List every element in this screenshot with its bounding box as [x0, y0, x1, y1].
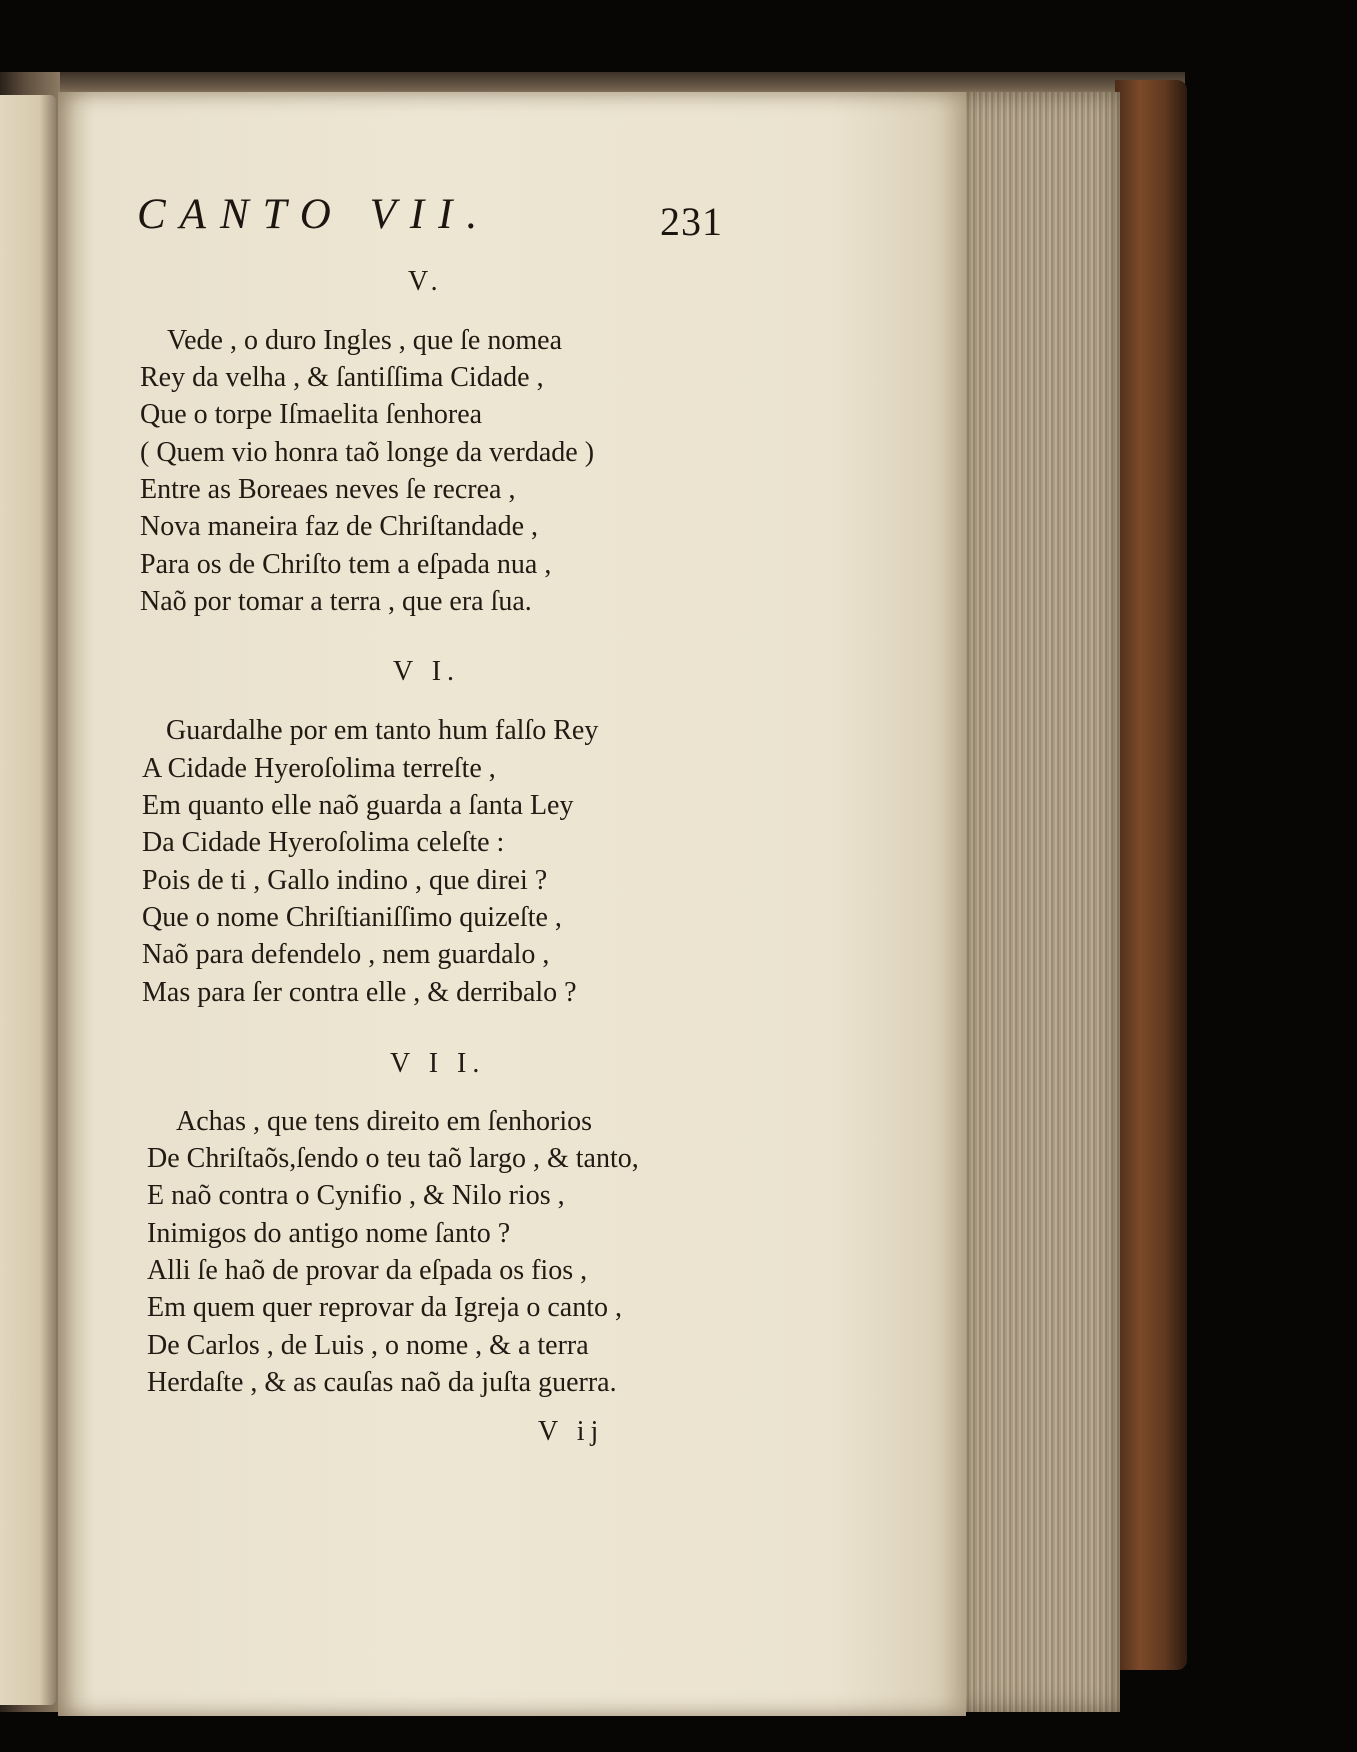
- page-number: 231: [660, 199, 723, 244]
- stanza-number: V I.: [393, 656, 461, 687]
- verse-line: Rey da velha , & ſantiſſima Cidade ,: [140, 362, 544, 393]
- verse-line: Inimigos do antigo nome ſanto ?: [147, 1218, 511, 1249]
- leather-cover: [1115, 80, 1187, 1670]
- verse-line: Em quanto elle naõ guarda a ſanta Ley: [142, 790, 574, 821]
- verse-line: Vede , o duro Ingles , que ſe nomea: [167, 325, 562, 356]
- verse-line: Da Cidade Hyeroſolima celeſte :: [142, 827, 505, 858]
- verse-line: Naõ para defendelo , nem guardalo ,: [142, 939, 550, 970]
- verse-line: Em quem quer reprovar da Igreja o canto ,: [147, 1292, 623, 1323]
- verse-line: A Cidade Hyeroſolima terreſte ,: [142, 753, 496, 784]
- stanza-number: V.: [408, 266, 444, 297]
- verse-line: Guardalhe por em tanto hum falſo Rey: [166, 715, 599, 746]
- verse-line: Nova maneira faz de Chriſtandade ,: [140, 511, 539, 542]
- verse-line: Pois de ti , Gallo indino , que direi ?: [142, 865, 548, 896]
- stanza-number: V I I.: [390, 1048, 486, 1079]
- verse-line: Herdaſte , & as cauſas naõ da juſta guerra.: [147, 1367, 617, 1398]
- facing-page-edge: [0, 95, 56, 1705]
- verse-line: Para os de Chriſto tem a eſpada nua ,: [140, 549, 552, 580]
- page-fore-edge: [958, 92, 1120, 1712]
- verse-line: Entre as Boreaes neves ſe recrea ,: [140, 474, 516, 505]
- verse-line: E naõ contra o Cynifio , & Nilo rios ,: [147, 1180, 565, 1211]
- running-title: CANTO VII.: [137, 191, 492, 238]
- verse-line: Achas , que tens direito em ſenhorios: [176, 1106, 593, 1137]
- verse-line: De Carlos , de Luis , o nome , & a terra: [147, 1330, 589, 1361]
- verse-line: De Chriſtaõs,ſendo o teu taõ largo , & tanto,: [147, 1143, 639, 1174]
- verse-line: Alli ſe haõ de provar da eſpada os fios ,: [147, 1255, 588, 1286]
- verse-line: Que o torpe Iſmaelita ſenhorea: [140, 399, 483, 430]
- verse-line: Mas para ſer contra elle , & derribalo ?: [142, 977, 577, 1008]
- verse-line: Naõ por tomar a terra , que era ſua.: [140, 586, 532, 617]
- verse-line: Que o nome Chriſtianiſſimo quizeſte ,: [142, 902, 562, 933]
- signature-mark: V ij: [538, 1416, 605, 1447]
- verse-line: ( Quem vio honra taõ longe da verdade ): [140, 437, 595, 468]
